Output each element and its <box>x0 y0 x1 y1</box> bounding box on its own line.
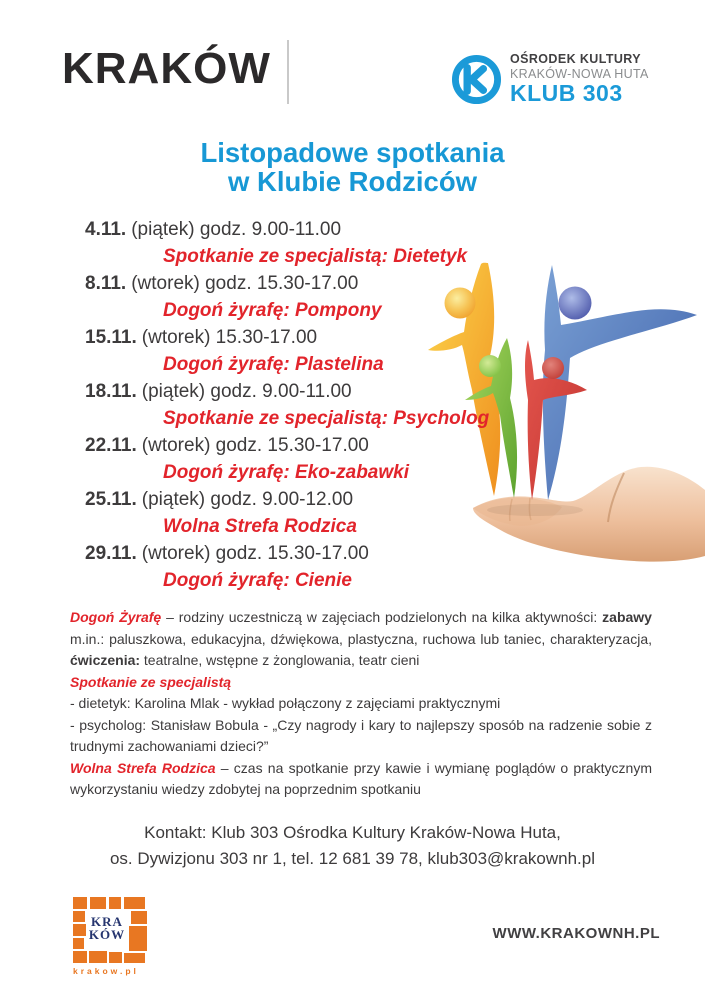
schedule-details: (piątek) godz. 9.00-12.00 <box>141 489 354 510</box>
description-dogon-zyrafe: Dogoń Żyrafę – rodziny uczestniczą w zajęciach podzielonych na kilka aktywności: zabawy m.in.: paluszkowa, edukacyjna, dźwiękowa, plastyczna, ruchowa lub taniec, charakteryzacja, ćwiczenia: teatralne, wstępne z żonglowania, teatr cieni <box>70 609 652 668</box>
org-district: KRAKÓW-NOWA HUTA <box>510 66 649 81</box>
schedule-entry <box>85 324 489 378</box>
schedule-date: 4.11. <box>85 219 127 240</box>
schedule-details: (piątek) godz. 9.00-11.00 <box>131 219 342 240</box>
org-club-name: KLUB 303 <box>510 80 623 106</box>
schedule-date: 29.11. <box>85 543 137 564</box>
description-psycholog: - psycholog: Stanisław Bobula - „Czy nagrody i kary to najlepszy sposób na radzenie sobie z trudnymi zachowaniami dzieci?” <box>70 716 652 754</box>
schedule-entry <box>85 216 489 270</box>
descriptions-block <box>70 607 652 801</box>
schedule-event: Dogoń żyrafę: Cienie <box>163 570 352 591</box>
poster-title-line1: Listopadowe spotkania <box>200 137 505 168</box>
contact-line2: os. Dywizjonu 303 nr 1, tel. 12 681 39 78, klub303@krakownh.pl <box>109 849 596 868</box>
schedule-details: (wtorek) godz. 15.30-17.00 <box>141 435 369 456</box>
klub303-logo <box>451 53 649 105</box>
schedule-event: Wolna Strefa Rodzica <box>163 516 357 537</box>
website-url: WWW.KRAKOWNH.PL <box>492 925 660 942</box>
poster-title-line2: w Klubie Rodziców <box>227 166 478 197</box>
schedule-event: Dogoń żyrafę: Eko-zabawki <box>163 462 409 483</box>
contact-block <box>0 820 705 872</box>
schedule-event: Spotkanie ze specjalistą: Psycholog <box>163 408 490 429</box>
schedule-date: 22.11. <box>85 435 137 456</box>
contact-line1: Kontakt: Klub 303 Ośrodka Kultury Kraków-Nowa Huta, <box>144 823 561 842</box>
schedule-details: (piątek) godz. 9.00-11.00 <box>141 381 352 402</box>
org-name: OŚRODEK KULTURY <box>510 52 641 66</box>
schedule-details: (wtorek) godz. 15.30-17.00 <box>141 543 369 564</box>
schedule-event: Dogoń żyrafę: Pompony <box>163 300 382 321</box>
poster-title <box>0 138 705 196</box>
schedule-list <box>85 216 489 594</box>
krakow-logo-text: KRA KÓW <box>88 914 126 942</box>
schedule-entry <box>85 486 489 540</box>
schedule-details: (wtorek) 15.30-17.00 <box>141 327 318 348</box>
krakow-pl-logo <box>73 897 147 963</box>
open-hand-icon <box>473 467 705 562</box>
schedule-entry <box>85 432 489 486</box>
klub303-k-ring-icon <box>451 54 502 105</box>
schedule-date: 15.11. <box>85 327 137 348</box>
krakow-wordmark: KRAKÓW <box>62 44 271 93</box>
schedule-date: 25.11. <box>85 489 137 510</box>
description-dietetyk: - dietetyk: Karolina Mlak - wykład połączony z zajęciami praktycznymi <box>70 695 501 711</box>
schedule-details: (wtorek) godz. 15.30-17.00 <box>131 273 359 294</box>
schedule-entry <box>85 270 489 324</box>
schedule-date: 8.11. <box>85 273 127 294</box>
description-wolna-strefa: Wolna Strefa Rodzica – czas na spotkanie przy kawie i wymianę poglądów o praktycznym wykorzystaniu wiedzy zdobytej na poprzednim spotkaniu <box>70 759 653 797</box>
schedule-entry <box>85 540 489 594</box>
schedule-event: Spotkanie ze specjalistą: Dietetyk <box>163 246 468 267</box>
header-divider <box>287 40 289 104</box>
schedule-entry <box>85 378 489 432</box>
schedule-date: 18.11. <box>85 381 137 402</box>
description-spotkanie-header: Spotkanie ze specjalistą <box>70 673 232 690</box>
krakow-pl-caption: krakow.pl <box>73 966 139 976</box>
schedule-event: Dogoń żyrafę: Plastelina <box>163 354 384 375</box>
